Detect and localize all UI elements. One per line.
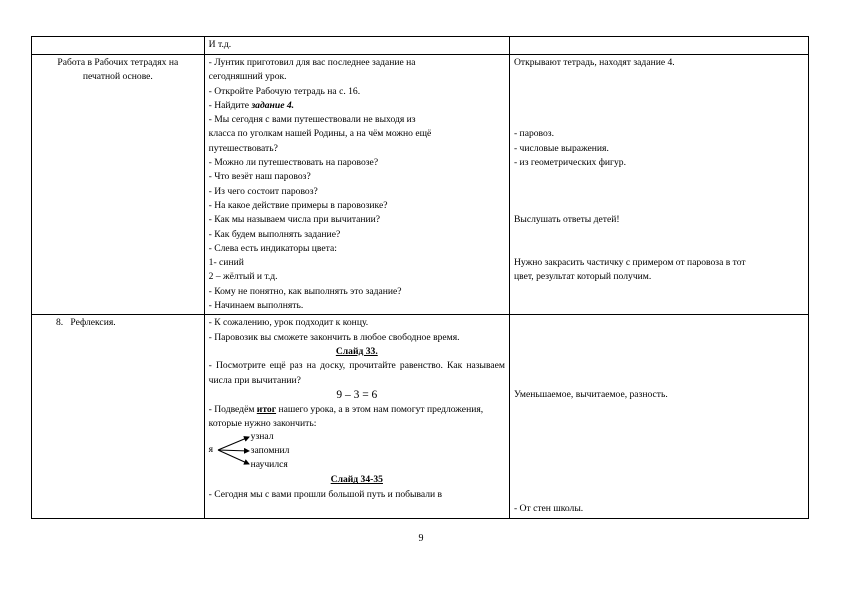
find-task-prefix: - Найдите	[208, 99, 252, 111]
lesson-plan-table	[31, 36, 809, 519]
teacher-line: - Что везёт наш паровоз?	[208, 171, 311, 183]
stage-title-line-2: печатной основе.	[82, 71, 153, 83]
teacher-line: - Из чего состоит паровоз?	[208, 185, 318, 197]
row0-students-cell	[509, 37, 808, 55]
student-line: - числовые выражения.	[513, 142, 609, 154]
slide-label: Слайд 34-35	[330, 474, 383, 486]
table-row	[32, 55, 809, 315]
diagram-root: я	[208, 444, 214, 456]
page-number: 9	[418, 533, 424, 544]
diagram-item: научился	[250, 459, 288, 471]
row2-students-cell	[509, 315, 808, 518]
table-row	[32, 37, 809, 55]
teacher-line: - На какое действие примеры в паровозике?	[208, 199, 388, 211]
student-line: Выслушать ответы детей!	[513, 214, 620, 226]
stage-title-line-1: Работа в Рабочих тетрадях на	[57, 57, 179, 68]
teacher-line: - Слева есть индикаторы цвета:	[208, 242, 337, 254]
row1-teacher-cell	[204, 55, 509, 315]
student-line: - из геометрических фигур.	[513, 157, 626, 169]
teacher-paragraph: - Паровозик вы сможете закончить в любое свободное время.	[208, 331, 460, 343]
table-row	[32, 315, 809, 518]
teacher-line: - Можно ли путешествовать на паровозе?	[208, 157, 379, 169]
summary-word: итог	[256, 403, 277, 415]
teacher-line: - Как будем выполнять задание?	[208, 228, 341, 240]
student-line: - паровоз.	[513, 128, 554, 140]
teacher-line: класса по уголкам нашей Родины, а на чём можно ещё	[208, 128, 432, 140]
teacher-line: сегодняшний урок.	[208, 71, 287, 83]
row0-teacher-cell	[204, 37, 509, 55]
teacher-line: - Начинаем выполнять.	[208, 300, 304, 312]
teacher-line-find-task	[209, 99, 505, 113]
row2-teacher-cell	[204, 315, 509, 518]
student-line: Открывают тетрадь, находят задание 4.	[513, 57, 675, 68]
row0-text: И т.д.	[208, 39, 232, 50]
teacher-line: - Мы сегодня с вами путешествовали не выходя из	[208, 114, 416, 126]
task-label: задание 4.	[251, 99, 295, 111]
row1-students-cell	[509, 55, 808, 315]
student-line: Нужно закрасить частичку с примером от паровоза в тот	[513, 257, 746, 269]
row0-stage-cell	[32, 37, 205, 55]
student-line: цвет, результат который получим.	[513, 271, 652, 283]
stage-title: Рефлексия.	[70, 317, 116, 329]
diagram-item: запомнил	[250, 445, 290, 457]
teacher-line: - Лунтик приготовил для вас последнее задание на	[208, 57, 416, 68]
stage-heading	[36, 316, 200, 330]
diagram-item: узнал	[250, 431, 274, 443]
reflection-diagram	[209, 431, 505, 473]
teacher-line: 2 – жёлтый и т.д.	[208, 271, 278, 283]
teacher-paragraph: - Подведём итог нашего урока, а в этом нам помогут предложения, которые нужно закончить:	[208, 403, 484, 430]
teacher-line: 1- синий	[208, 257, 244, 269]
teacher-line: - Как мы называем числа при вычитании?	[208, 214, 381, 226]
row1-stage-cell	[32, 55, 205, 315]
student-line: - От стен школы.	[513, 503, 584, 515]
equation: 9 – 3 = 6	[336, 388, 378, 401]
teacher-line: - Сегодня мы с вами прошли большой путь и побывали в	[208, 488, 443, 500]
slide-label: Слайд 33.	[335, 345, 378, 357]
row2-stage-cell	[32, 315, 205, 518]
teacher-paragraph: - Посмотрите ещё раз на доску, прочитайте равенство. Как называем числа при вычитании?	[208, 360, 505, 386]
stage-number: 8.	[56, 317, 64, 329]
teacher-line: - Кому не понятно, как выполнять это задание?	[208, 285, 402, 297]
teacher-line: путешествовать?	[208, 142, 278, 154]
teacher-line: - Откройте Рабочую тетрадь на с. 16.	[208, 85, 361, 97]
teacher-line: - К сожалению, урок подходит к концу.	[208, 317, 369, 329]
student-line: Уменьшаемое, вычитаемое, разность.	[513, 388, 668, 400]
